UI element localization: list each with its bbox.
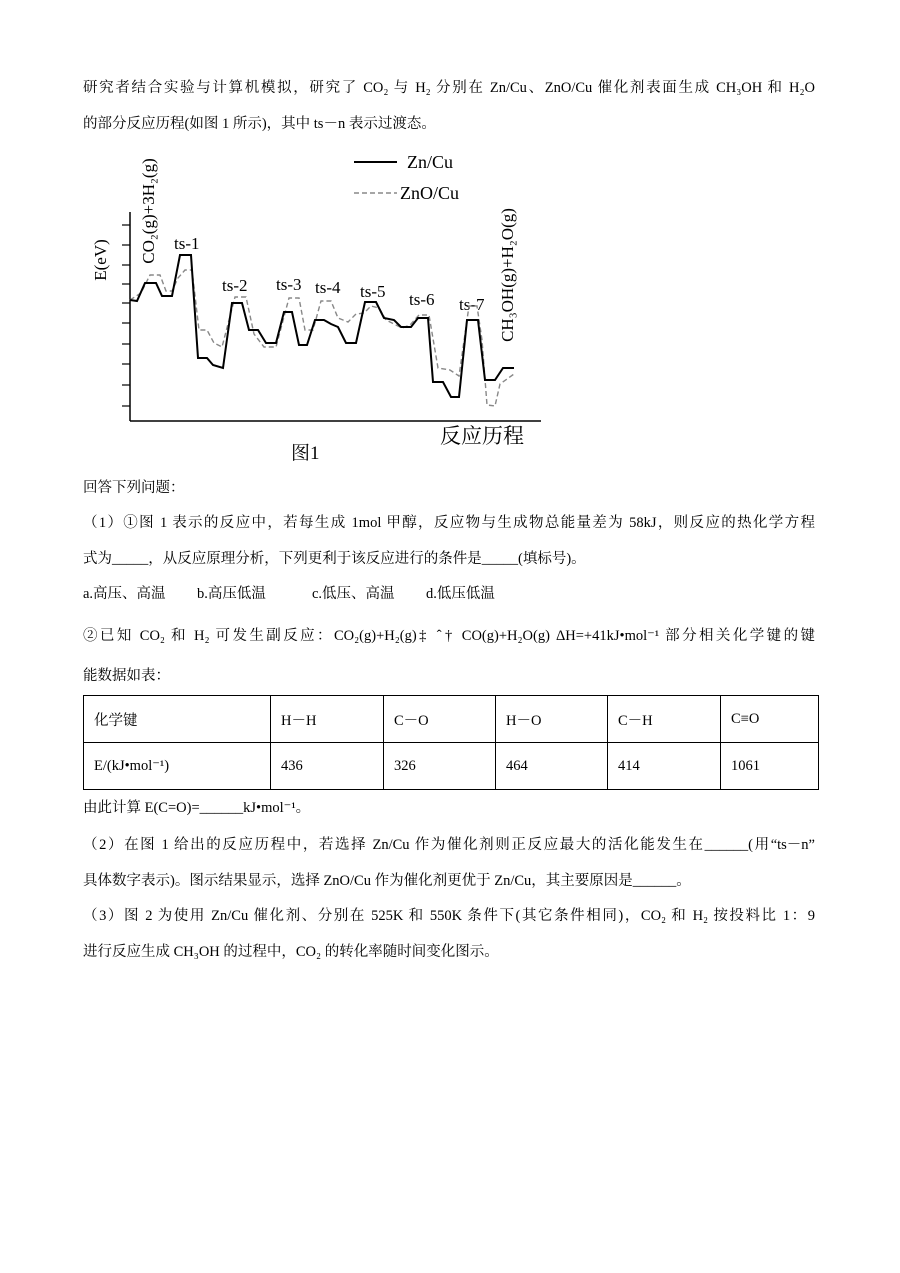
table-cell: 1061	[721, 743, 819, 790]
ts-label: ts-7	[459, 295, 485, 314]
q1-option-b: b.高压低温	[197, 586, 266, 602]
y-axis-label: E(eV)	[91, 239, 110, 281]
intro-line-1: 研究者结合实验与计算机模拟，研究了 CO₂ 与 H₂ 分别在 Zn/Cu、ZnO/Cu 催化剂表面生成 CH₃OH 和 H₂O	[83, 80, 815, 96]
table-cell: C－H	[608, 696, 721, 743]
table-cell: C≡O	[721, 696, 819, 743]
table-cell: 464	[496, 743, 608, 790]
q1-line-1: （1）①图 1 表示的反应中，若每生成 1mol 甲醇，反应物与生成物总能量差为 58kJ，则反应的热化学方程	[83, 515, 815, 531]
ts-label: ts-4	[315, 278, 341, 297]
zn-cu-curve	[130, 255, 514, 397]
ts-label: ts-5	[360, 282, 386, 301]
table-cell: 化学键	[84, 696, 271, 743]
q1-option-d: d.低压低温	[426, 586, 495, 602]
table-cell: 414	[608, 743, 721, 790]
questions-heading: 回答下列问题：	[83, 480, 185, 496]
q2-line-1: （2）在图 1 给出的反应历程中，若选择 Zn/Cu 作为催化剂则正反应最大的活化能发生在______(用“ts－n”	[83, 837, 815, 853]
ts-label: ts-2	[222, 276, 248, 295]
q3-line-1: （3）图 2 为使用 Zn/Cu 催化剂、分别在 525K 和 550K 条件下(其它条件相同)，CO₂ 和 H₂ 按投料比 1：9	[83, 908, 815, 924]
equilibrium-arrow-glyph: ‡ ˆ†	[416, 628, 456, 644]
q1-line-2: 式为_____，从反应原理分析，下列更利于该反应进行的条件是_____(填标号)。	[83, 551, 586, 567]
legend-label-zn-cu: Zn/Cu	[407, 152, 454, 172]
q1b-suffix: CO(g)+H₂O(g) ΔH=+41kJ•mol⁻¹ 部分相关化学键的键	[455, 628, 815, 644]
table-cell: 436	[271, 743, 384, 790]
figure-1-energy-diagram	[80, 140, 550, 470]
start-state-label: CO₂(g)+3H₂(g)	[139, 158, 158, 264]
bond-energy-table	[83, 695, 819, 790]
q1b-line-2: 能数据如表：	[83, 668, 170, 684]
intro-line-2: 的部分反应历程(如图 1 所示)，其中 ts－n 表示过渡态。	[83, 116, 436, 132]
q1b-prefix: ②已知 CO₂ 和 H₂ 可发生副反应：CO₂(g)+H₂(g)	[83, 628, 417, 644]
q1-option-c: c.低压、高温	[312, 586, 395, 602]
q2-line-2: 具体数字表示)。图示结果显示，选择 ZnO/Cu 作为催化剂更优于 Zn/Cu，其主要原因是______。	[83, 873, 691, 889]
q1b-line-1	[83, 626, 815, 646]
q3-line-2: 进行反应生成 CH₃OH 的过程中，CO₂ 的转化率随时间变化图示。	[83, 944, 499, 960]
ts-label: ts-1	[174, 234, 200, 253]
end-state-label: CH₃OH(g)+H₂O(g)	[498, 208, 517, 342]
q1-option-a: a.高压、高温	[83, 586, 166, 602]
legend-label-zno-cu: ZnO/Cu	[400, 183, 460, 203]
table-cell: C－O	[384, 696, 496, 743]
table-cell: E/(kJ•mol⁻¹)	[84, 743, 271, 790]
figure-caption: 图1	[291, 443, 320, 464]
table-cell: H－H	[271, 696, 384, 743]
table-row	[84, 743, 819, 790]
table-cell: H－O	[496, 696, 608, 743]
x-axis-label: 反应历程	[440, 424, 524, 448]
ts-label: ts-6	[409, 290, 435, 309]
ts-label: ts-3	[276, 275, 302, 294]
table-header-row	[84, 696, 819, 743]
q1b-answer-line: 由此计算 E(C=O)=______kJ•mol⁻¹。	[83, 800, 311, 816]
table-cell: 326	[384, 743, 496, 790]
